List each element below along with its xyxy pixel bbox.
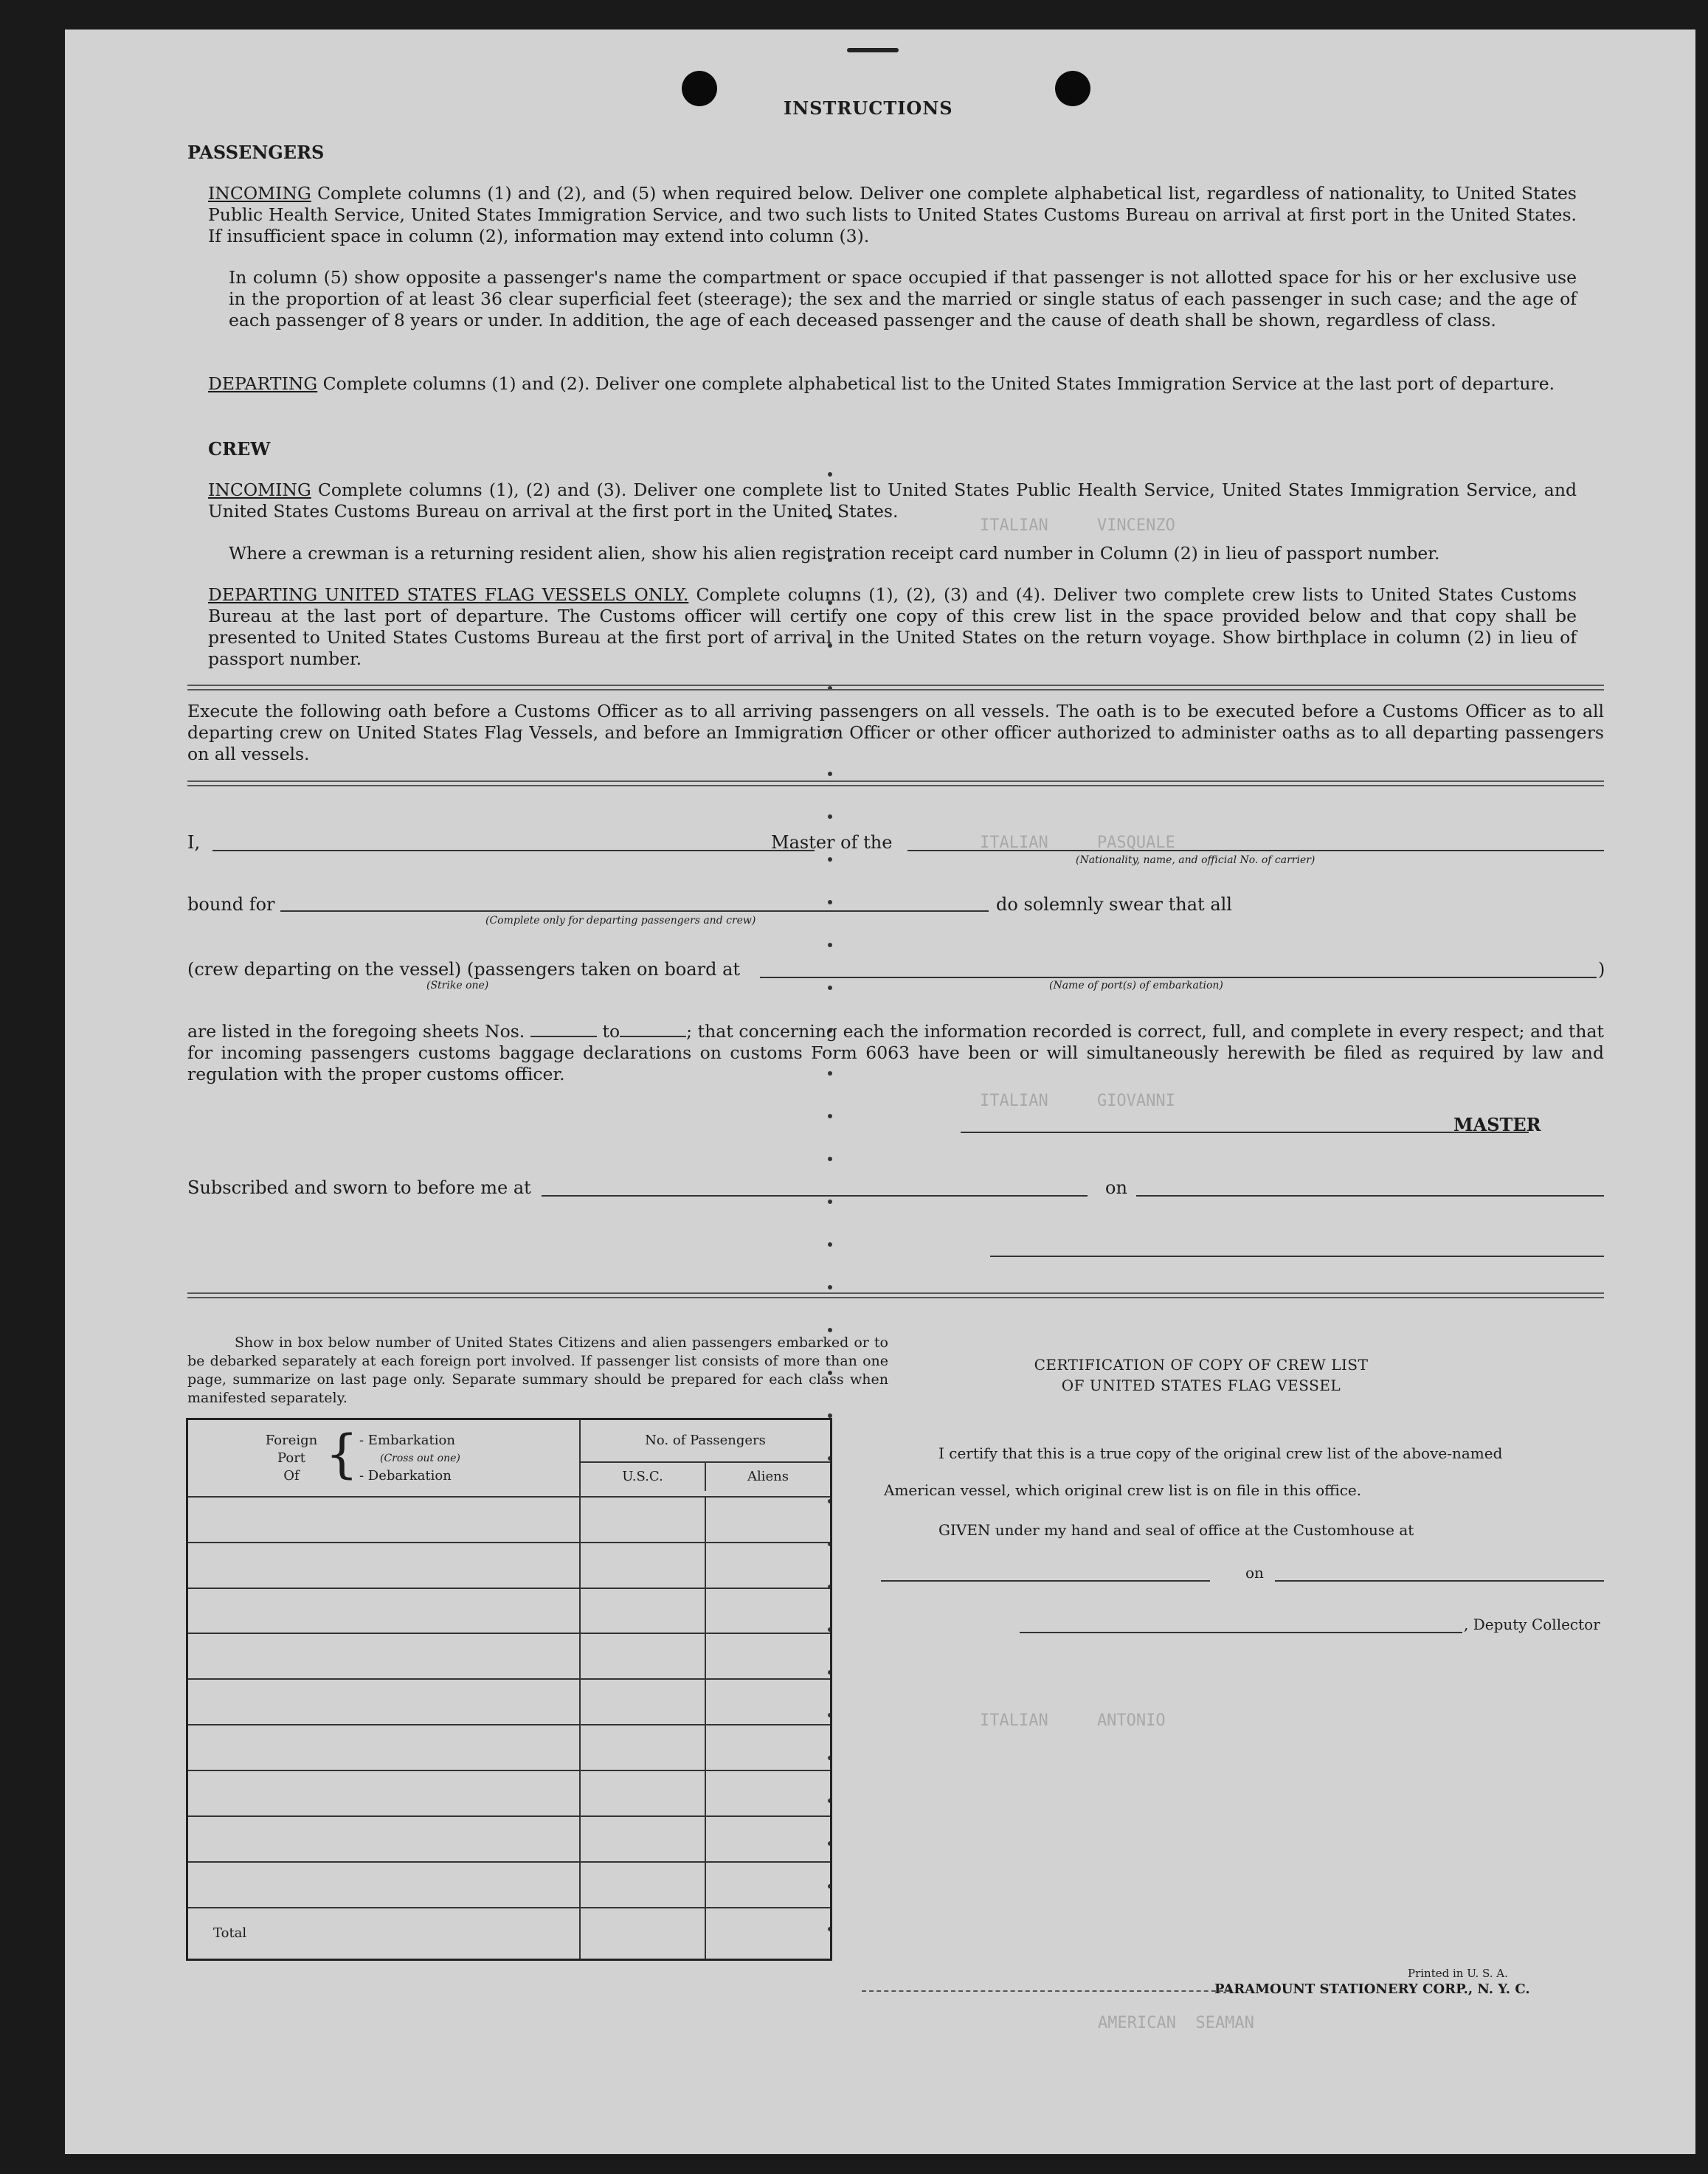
given-text: GIVEN under my hand and seal of office at the Customhouse at	[938, 1521, 1414, 1539]
cert-title-line2: OF UNITED STATES FLAG VESSEL	[1061, 1377, 1341, 1394]
staple-mark	[847, 48, 899, 52]
bleed-through: ITALIAN ANTONIO	[980, 1711, 1166, 1730]
table-row[interactable]	[187, 1543, 831, 1588]
total-label: Total	[187, 1908, 581, 1960]
master-name-field[interactable]	[212, 850, 815, 851]
sworn-on-label: on	[1105, 1177, 1127, 1198]
crew-incoming-text: Complete columns (1), (2) and (3). Deliver one complete list to United States Public Health Service, United States Immigration Service, and United States Customs Bureau on arrival at the first port in the United States.	[208, 480, 1577, 522]
flag-vessels-label: DEPARTING UNITED STATES FLAG VESSELS ONLY.	[208, 584, 689, 605]
no-of-passengers: No. of Passengers	[581, 1420, 830, 1463]
page-title: INSTRUCTIONS	[784, 97, 953, 119]
crew-heading: CREW	[208, 438, 271, 460]
bound-for-label: bound for	[187, 894, 275, 915]
bleed-dot	[828, 857, 832, 862]
punch-hole	[1055, 71, 1090, 106]
printed-label: Printed in U. S. A.	[1408, 1967, 1508, 1980]
table-row[interactable]	[187, 1816, 831, 1862]
divider	[187, 780, 1604, 786]
port-header-cell	[187, 1419, 581, 1497]
summary-instructions: Show in box below number of United States Citizens and alien passengers embarked or to be debarked separately at each foreign port involved. If passenger list consists of more than one page, summarize on last page only. Separate summary should be prepared for each class when manifested separately.	[187, 1334, 888, 1406]
incoming-text: Complete columns (1) and (2), and (5) when required below. Deliver one complete alphabetical list, regardless of nationality, to United States Public Health Service, United States Immigration Service, and two such lists to United States Customs Bureau on arrival at first port in the United States. If insufficient space in column (2), information may extend into column (3).	[208, 183, 1577, 246]
bleed-dot	[828, 943, 832, 947]
bleed-through: ITALIAN PASQUALE	[980, 834, 1175, 852]
embark-debark	[359, 1432, 460, 1485]
bleed-through: ITALIAN VINCENZO	[980, 516, 1175, 535]
master-signature-line[interactable]	[961, 1132, 1529, 1133]
deputy-collector-label: , Deputy Collector	[1464, 1616, 1600, 1633]
strike-one-caption: (Strike one)	[426, 980, 489, 991]
sworn-date-field[interactable]	[1136, 1195, 1604, 1197]
cert-title-line1: CERTIFICATION OF COPY OF CREW LIST	[1034, 1356, 1369, 1374]
passengers-departing	[208, 373, 1577, 395]
bleed-dot	[828, 1114, 832, 1118]
sheet-from-field[interactable]	[530, 1036, 597, 1037]
sheet-to-field[interactable]	[620, 1036, 686, 1037]
bleed-dot	[828, 1242, 832, 1247]
oath-i-label: I,	[187, 832, 201, 853]
bleed-dot	[828, 472, 832, 477]
listed-text-b: ; that concerning each the information recorded is correct, full, and complete in every respect; and that for incoming passengers customs baggage declarations on customs Form 6063 have been or will simultaneously herewith be filed as required by law and regulation with the proper customs officer.	[187, 1021, 1604, 1084]
sworn-place-field[interactable]	[542, 1195, 1088, 1197]
foreign-label: Foreign	[265, 1433, 318, 1448]
cert-date-field[interactable]	[1275, 1580, 1604, 1582]
crew-departing-text: (crew departing on the vessel) (passengers taken on board at	[187, 959, 741, 980]
bleed-dot	[828, 1285, 832, 1289]
bleed-dot	[828, 900, 832, 904]
crew-flag-vessels	[208, 584, 1577, 670]
master-of-label: Master of the	[771, 832, 893, 853]
printer-label: PARAMOUNT STATIONERY CORP., N. Y. C.	[1214, 1981, 1530, 1997]
table-row[interactable]	[187, 1497, 831, 1543]
ports-caption: (Name of port(s) of embarkation)	[1049, 980, 1223, 991]
embarkation-label[interactable]: - Embarkation	[359, 1433, 455, 1448]
crew-incoming-label: INCOMING	[208, 480, 311, 500]
table-row[interactable]	[187, 1588, 831, 1634]
table-row[interactable]	[187, 1725, 831, 1770]
column5-instructions: In column (5) show opposite a passenger's name the compartment or space occupied if that passenger is not allotted space for his or her exclusive use in the proportion of at least 36 clear superficial feet (steerage); the sex and the married or single status of each passenger in such case; and the age of each passenger of 8 years or under. In addition, the age of each deceased passenger and the cause of death shall be shown, regardless of class.	[229, 267, 1577, 330]
bleed-dot	[828, 814, 832, 819]
of-label: Of	[283, 1468, 300, 1484]
brace-icon: {	[325, 1424, 359, 1484]
bleed-dot	[828, 772, 832, 776]
bound-for-field[interactable]	[280, 910, 989, 912]
certification-title	[972, 1354, 1430, 1396]
resident-alien-note: Where a crewman is a returning resident alien, show his alien registration receipt card number in Column (2) in lieu of passport number.	[229, 543, 1440, 564]
form-page	[65, 30, 1695, 2154]
carrier-caption: (Nationality, name, and official No. of carrier)	[1076, 854, 1315, 866]
incoming-label: INCOMING	[208, 183, 311, 204]
divider	[187, 1292, 1604, 1298]
passengers-incoming	[208, 183, 1577, 247]
departing-text: Complete columns (1) and (2). Deliver one complete alphabetical list to the United States Immigration Service at the last port of departure.	[317, 373, 1555, 394]
oath-intro: Execute the following oath before a Customs Officer as to all arriving passengers on all vessels. The oath is to be executed before a Customs Officer as to all departing crew on United States Flag Vessels, and before an Immigration Officer or other officer authorized to administer oaths as to all departing passengers on all vessels.	[187, 701, 1604, 764]
listed-paragraph	[187, 1021, 1604, 1085]
bound-for-caption: (Complete only for departing passengers and crew)	[485, 915, 756, 927]
bleed-dot	[828, 1199, 832, 1204]
carrier-field[interactable]	[907, 850, 1604, 851]
table-row[interactable]	[187, 1679, 831, 1725]
departing-label: DEPARTING	[208, 373, 318, 394]
table-row[interactable]	[187, 1862, 831, 1908]
bleed-through: AMERICAN SEAMAN	[1098, 2014, 1254, 2032]
customhouse-field[interactable]	[881, 1580, 1210, 1582]
divider	[187, 685, 1604, 690]
debarkation-label[interactable]: - Debarkation	[359, 1468, 452, 1484]
table-row[interactable]	[187, 1633, 831, 1679]
flag-vessels-text: Complete columns (1), (2), (3) and (4). Deliver two complete crew lists to United States Customs Bureau at the last port of departure. The Customs officer will certify one copy of this crew list in the space provided below and that copy shall be presented to United States Customs Bureau at the first port of arrival in the United States on the return voyage. Show birthplace in column (2) in lieu of passport number.	[208, 584, 1577, 669]
aliens-header: Aliens	[747, 1469, 789, 1484]
punch-hole	[682, 71, 717, 106]
bleed-dot	[828, 986, 832, 990]
master-label: MASTER	[1453, 1114, 1541, 1135]
bleed-dot	[828, 1328, 832, 1332]
certify-line1: I certify that this is a true copy of the original crew list of the above-named	[938, 1444, 1503, 1462]
total-row[interactable]	[187, 1908, 831, 1960]
footer-dash	[862, 1990, 1231, 1992]
cert-on-label: on	[1245, 1564, 1264, 1582]
certify-line2: American vessel, which original crew list is on file in this office.	[884, 1481, 1362, 1499]
listed-text-a: are listed in the foregoing sheets Nos.	[187, 1021, 525, 1042]
table-row[interactable]	[187, 1770, 831, 1816]
ports-field[interactable]	[760, 977, 1597, 978]
listed-to: to	[602, 1021, 620, 1042]
cross-out-note: (Cross out one)	[380, 1453, 460, 1464]
deputy-signature-line[interactable]	[1020, 1632, 1462, 1633]
crew-incoming	[208, 480, 1577, 522]
passenger-summary-table	[186, 1418, 832, 1961]
bleed-through: ITALIAN GIOVANNI	[980, 1092, 1175, 1110]
passengers-header-cell	[580, 1419, 831, 1497]
swear-text: do solemnly swear that all	[996, 894, 1232, 915]
port-label: Port	[277, 1450, 306, 1466]
subscribed-label: Subscribed and sworn to before me at	[187, 1177, 531, 1198]
officer-signature-line[interactable]	[990, 1256, 1604, 1257]
bleed-dot	[828, 1157, 832, 1161]
usc-header: U.S.C.	[581, 1463, 706, 1491]
passengers-heading: PASSENGERS	[187, 142, 325, 163]
close-paren: )	[1598, 959, 1605, 980]
foreign-port-of	[262, 1432, 321, 1485]
